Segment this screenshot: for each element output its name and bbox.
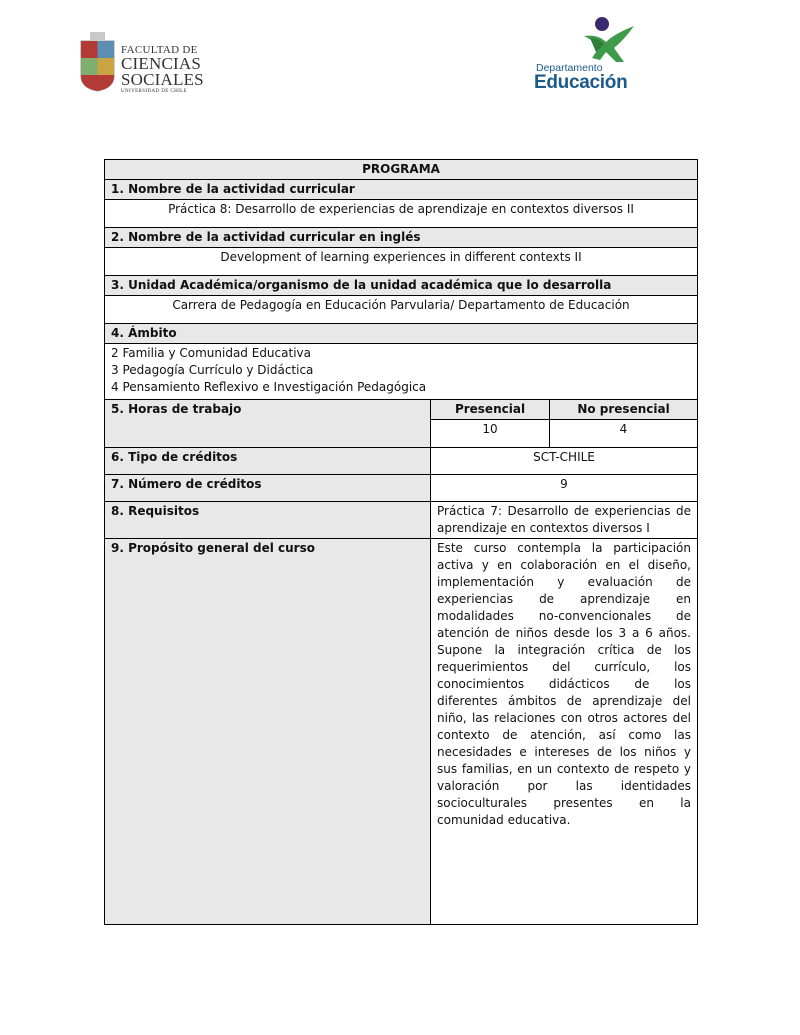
list-item: 3 Pedagogía Currículo y Didáctica [111,363,314,377]
section-1-value: Práctica 8: Desarrollo de experiencias de aprendizaje en contextos diversos II [105,200,698,228]
section-5-label: 5. Horas de trabajo [105,400,431,448]
section-9-label: 9. Propósito general del curso [105,539,431,925]
section-9-value: Este curso contempla la participación activa y en colaboración en el diseño, implementación y evaluación de experiencias de aprendizaje en modalidades no-convencionales de atención de niños desde los 3 a 6 años. Supone la integración crítica de los requerimientos del currículo, los conocimientos didácticos de los diferentes ámbitos de aprendizaje del niño, las relaciones con otros actores del contexto de atención, así como las necesidades e intereses de los niños y sus familias, en un contexto de respeto y valoración por las identidades socioculturales presentes en la comunidad educativa. [431,539,698,925]
section-2-value: Development of learning experiences in different contexts II [105,248,698,276]
logo-university-line: UNIVERSIDAD DE CHILE [121,89,188,94]
section-8-value: Práctica 7: Desarrollo de experiencias de aprendizaje en contextos diversos I [431,502,698,539]
university-shield-icon [79,32,116,92]
faculty-logo [79,28,209,98]
section-2-label: 2. Nombre de la actividad curricular en inglés [105,228,698,248]
section-8-label: 8. Requisitos [105,502,431,539]
section-4-label: 4. Ámbito [105,324,698,344]
section-1-label: 1. Nombre de la actividad curricular [105,180,698,200]
list-item: 4 Pensamiento Reflexivo e Investigación Pedagógica [111,380,427,394]
logo-ciencias-line: CIENCIAS [121,54,201,73]
section-7-value: 9 [431,475,698,502]
section-3-label: 3. Unidad Académica/organismo de la unidad académica que lo desarrolla [105,276,698,296]
section-6-value: SCT-CHILE [431,448,698,475]
section-3-value: Carrera de Pedagogía en Educación Parvularia/ Departamento de Educación [105,296,698,324]
table-title: PROGRAMA [105,160,698,180]
logo-education-line: Educación [534,72,628,93]
hours-no-presencial-header: No presencial [550,400,698,420]
hours-no-presencial-value: 4 [550,420,698,448]
logo-faculty-line: FACULTAD DE [121,44,198,56]
hours-presencial-value: 10 [431,420,550,448]
logo-department-line: Departamento [536,62,603,74]
section-6-label: 6. Tipo de créditos [105,448,431,475]
section-4-list [105,344,698,400]
hours-presencial-header: Presencial [431,400,550,420]
department-logo [534,14,644,93]
section-7-label: 7. Número de créditos [105,475,431,502]
logo-sociales-line: SOCIALES [121,70,204,89]
list-item: 2 Familia y Comunidad Educativa [111,346,311,360]
education-figure-icon [580,14,636,64]
program-table [104,159,698,925]
